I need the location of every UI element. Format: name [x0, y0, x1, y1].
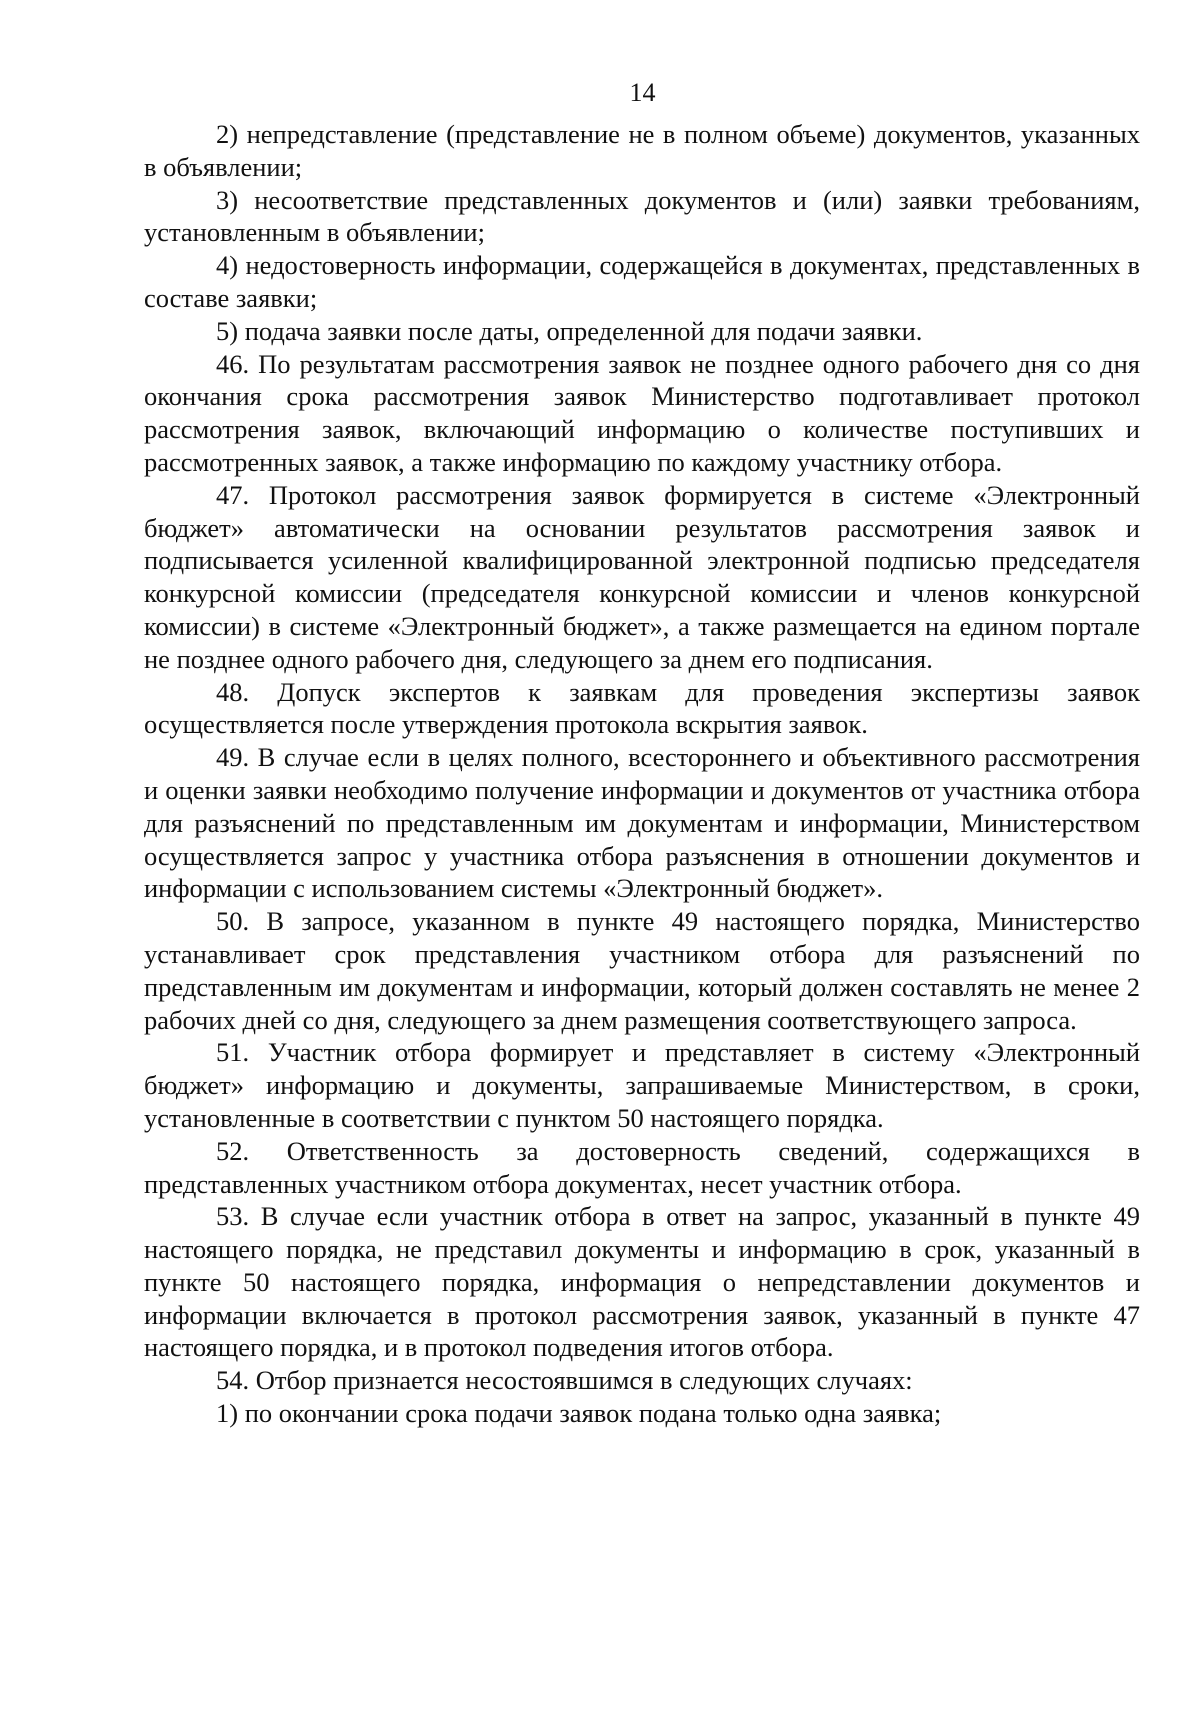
document-body	[144, 118, 1140, 1430]
paragraph-item-3: 3) несоответствие представленных документов и (или) заявки требованиям, установленным в объявлении;	[144, 184, 1140, 248]
paragraph-clause-52: 52. Ответственность за достоверность сведений, содержащихся в представленных участником отбора документах, несет участник отбора.	[144, 1135, 1140, 1199]
paragraph-clause-53: 53. В случае если участник отбора в ответ на запрос, указанный в пункте 49 настоящего порядка, не представил документы и информацию в срок, указанный в пункте 50 настоящего порядка, информация о непредставлении документов и информации включается в протокол рассмотрения заявок, указанный в пункте 47 настоящего порядка, и в протокол подведения итогов отбора.	[144, 1201, 1140, 1363]
paragraph-item-5: 5) подача заявки после даты, определенной для подачи заявки.	[216, 315, 923, 346]
paragraph-item-2: 2) непредставление (представление не в полном объеме) документов, указанных в объявлении;	[144, 119, 1140, 182]
paragraph-clause-46: 46. По результатам рассмотрения заявок не позднее одного рабочего дня со дня окончания срока рассмотрения заявок Министерство подготавливает протокол рассмотрения заявок, включающий информацию о количестве поступивших и рассмотренных заявок, а также информацию по каждому участнику отбора.	[144, 348, 1140, 477]
paragraph-clause-49: 49. В случае если в целях полного, всестороннего и объективного рассмотрения и оценки заявки необходимо получение информации и документов от участника отбора для разъяснений по представленным им документам и информации, Министерством осуществляется запрос у участника отбора разъяснения в отношении документов и информации с использованием системы «Электронный бюджет».	[144, 742, 1140, 904]
page-number: 14	[629, 78, 656, 107]
paragraph-clause-48: 48. Допуск экспертов к заявкам для проведения экспертизы заявок осуществляется после утверждения протокола вскрытия заявок.	[144, 676, 1140, 740]
paragraph-clause-47: 47. Протокол рассмотрения заявок формируется в системе «Электронный бюджет» автоматически на основании результатов рассмотрения заявок и подписывается усиленной квалифицированной электронной подписью председателя конкурсной комиссии (председателя конкурсной комиссии и членов конкурсной комиссии) в системе «Электронный бюджет», а также размещается на едином портале не позднее одного рабочего дня, следующего за днем его подписания.	[144, 479, 1140, 674]
paragraph-item-4: 4) недостоверность информации, содержащейся в документах, представленных в составе заявки;	[144, 250, 1140, 313]
paragraph-clause-50: 50. В запросе, указанном в пункте 49 настоящего порядка, Министерство устанавливает срок представления участником отбора для разъяснений по представленным им документам и информации, который должен составлять не менее 2 рабочих дней со дня, следующего за днем размещения соответствующего запроса.	[144, 906, 1140, 1035]
paragraph-clause-54: 54. Отбор признается несостоявшимся в следующих случаях:	[216, 1365, 913, 1396]
paragraph-clause-51: 51. Участник отбора формирует и представляет в систему «Электронный бюджет» информацию и документы, запрашиваемые Министерством, в сроки, установленные в соответствии с пунктом 50 настоящего порядка.	[144, 1037, 1140, 1133]
paragraph-item-1: 1) по окончании срока подачи заявок подана только одна заявка;	[216, 1398, 942, 1429]
